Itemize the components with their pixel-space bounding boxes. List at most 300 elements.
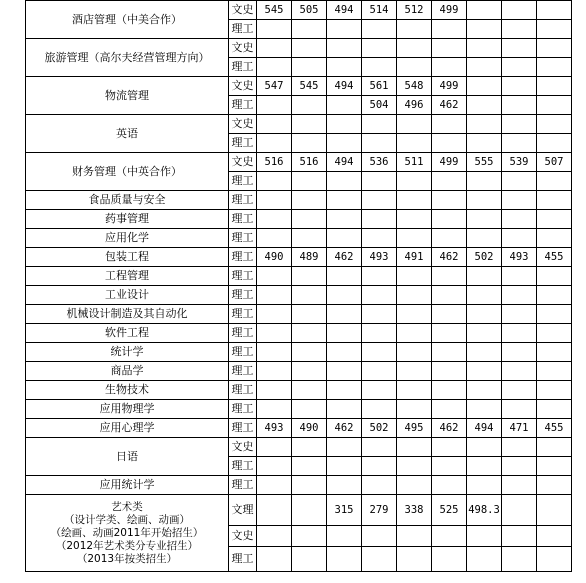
score-cell [467,457,502,476]
score-cell: 490 [257,248,292,267]
score-cell [257,229,292,248]
score-cell [257,438,292,457]
score-cell [397,115,432,134]
score-cell: 547 [257,77,292,96]
score-cell [537,526,572,547]
score-cell [362,476,397,495]
score-cell [432,267,467,286]
major-name: 统计学 [110,345,144,358]
major-name: 工程管理 [105,269,149,282]
score-cell [432,324,467,343]
score-cell [397,39,432,58]
subject-category-cell: 文史 [229,77,257,96]
score-cell [467,115,502,134]
score-cell [362,526,397,547]
score-cell: 338 [397,495,432,526]
score-cell [292,115,327,134]
score-cell [467,20,502,39]
score-cell [362,547,397,572]
score-cell [292,134,327,153]
score-cell [397,381,432,400]
major-name-cell [26,400,229,419]
score-cell [327,115,362,134]
major-name-cell [26,305,229,324]
subject-category-cell: 理工 [229,362,257,381]
score-cell [502,324,537,343]
table-row [26,400,572,419]
score-cell: 502 [467,248,502,267]
score-cell: 494 [327,77,362,96]
score-cell: 539 [502,153,537,172]
table-row [26,229,572,248]
score-cell [502,210,537,229]
major-name-cell [26,419,229,438]
score-cell [432,191,467,210]
subject-category-cell: 理工 [229,96,257,115]
score-cell: 499 [432,77,467,96]
table-row [26,1,572,20]
score-cell [467,58,502,77]
major-name: 日语 [116,449,138,463]
score-cell [257,324,292,343]
score-cell [362,58,397,77]
score-cell [537,438,572,457]
score-cell [327,191,362,210]
score-cell [537,362,572,381]
subject-category-cell: 理工 [229,547,257,572]
score-cell [467,362,502,381]
score-cell [502,267,537,286]
table-row [26,362,572,381]
score-cell [502,305,537,324]
score-cell [292,39,327,58]
score-cell [257,115,292,134]
score-cell [502,20,537,39]
subject-category-cell: 文理 [229,495,257,526]
score-cell [257,267,292,286]
score-cell [502,134,537,153]
score-cell [257,172,292,191]
score-cell [327,210,362,229]
score-cell [467,1,502,20]
score-cell [467,305,502,324]
subject-category-cell: 理工 [229,248,257,267]
score-cell [467,547,502,572]
score-cell [432,229,467,248]
score-cell [362,438,397,457]
major-name: 包装工程 [105,250,149,263]
score-cell [432,457,467,476]
score-cell [502,457,537,476]
score-cell [362,134,397,153]
score-cell [327,362,362,381]
score-cell: 489 [292,248,327,267]
score-cell [362,324,397,343]
score-cell [327,267,362,286]
score-cell [537,305,572,324]
score-cell [537,210,572,229]
score-cell [432,305,467,324]
score-cell [432,476,467,495]
score-cell [257,526,292,547]
score-cell [502,343,537,362]
score-cell [432,526,467,547]
score-cell: 499 [432,153,467,172]
table-row [26,267,572,286]
score-cell [362,115,397,134]
score-cell [257,400,292,419]
score-cell [432,362,467,381]
score-cell [467,134,502,153]
score-cell [292,457,327,476]
score-cell [327,381,362,400]
score-cell [432,134,467,153]
score-cell [397,526,432,547]
major-name: 生物技术 [105,383,149,396]
score-cell [397,286,432,305]
score-cell: 516 [292,153,327,172]
table-row [26,248,572,267]
score-cell [257,20,292,39]
score-cell [327,134,362,153]
major-name: 软件工程 [105,326,149,339]
score-cell [327,343,362,362]
score-cell [362,286,397,305]
table-row [26,115,572,134]
table-row [26,438,572,457]
score-cell [292,526,327,547]
major-name: （设计学类、绘画、动画） [64,513,190,526]
score-cell [257,39,292,58]
major-name: 工业设计 [105,288,149,301]
major-name: 酒店管理（中美合作） [72,12,182,26]
score-cell [327,400,362,419]
score-cell [327,457,362,476]
score-cell [292,286,327,305]
score-cell [327,438,362,457]
score-cell [362,457,397,476]
score-cell [467,39,502,58]
major-name: 机械设计制造及其自动化 [66,307,188,320]
score-cell [467,400,502,419]
major-name-cell [26,476,229,495]
major-name: 商品学 [110,364,144,377]
score-cell [397,457,432,476]
score-cell: 279 [362,495,397,526]
score-cell [362,20,397,39]
table-row [26,210,572,229]
score-cell [502,115,537,134]
score-cell [397,210,432,229]
score-cell [467,324,502,343]
score-cell [292,96,327,115]
subject-category-cell: 文史 [229,39,257,58]
score-cell: 315 [327,495,362,526]
score-cell: 494 [327,153,362,172]
score-cell: 525 [432,495,467,526]
major-name-cell [26,286,229,305]
score-cell [502,547,537,572]
score-cell [292,172,327,191]
score-cell [432,210,467,229]
subject-category-cell: 文史 [229,438,257,457]
subject-category-cell: 理工 [229,191,257,210]
score-cell: 462 [327,419,362,438]
major-name: （2013年按类招生） [76,552,178,565]
major-name-cell [26,495,229,572]
score-cell: 462 [432,96,467,115]
score-cell [432,20,467,39]
score-cell [362,229,397,248]
score-cell: 493 [502,248,537,267]
score-cell [292,381,327,400]
score-table-body [26,1,572,572]
score-cell [292,400,327,419]
major-name: 药事管理 [105,212,149,225]
table-row [26,419,572,438]
score-cell [537,324,572,343]
score-cell: 499 [432,1,467,20]
table-row [26,324,572,343]
score-cell [432,58,467,77]
score-cell [362,267,397,286]
score-cell [502,476,537,495]
score-cell [537,39,572,58]
score-cell [537,1,572,20]
score-cell [502,362,537,381]
major-name: 财务管理（中英合作） [72,164,182,178]
major-name: 应用化学 [105,231,149,244]
score-cell [257,96,292,115]
score-cell [397,400,432,419]
score-cell [537,134,572,153]
table-row [26,476,572,495]
score-cell [397,438,432,457]
score-cell: 548 [397,77,432,96]
score-cell [292,438,327,457]
score-cell [467,526,502,547]
score-cell [467,438,502,457]
score-cell [537,267,572,286]
score-cell [327,526,362,547]
subject-category-cell: 理工 [229,172,257,191]
table-row [26,495,572,526]
table-row [26,191,572,210]
score-cell [257,495,292,526]
score-cell [537,495,572,526]
score-cell [537,343,572,362]
score-cell [327,20,362,39]
score-cell [292,495,327,526]
score-cell: 490 [292,419,327,438]
major-name-cell [26,381,229,400]
score-cell [537,400,572,419]
major-name: （绘画、动画2011年开始招生） [50,526,204,539]
subject-category-cell: 理工 [229,229,257,248]
score-cell [397,476,432,495]
score-cell [502,526,537,547]
major-name-cell [26,362,229,381]
score-cell [502,191,537,210]
score-cell [537,96,572,115]
score-cell [292,343,327,362]
major-name: 食品质量与安全 [88,193,166,206]
score-cell [257,547,292,572]
major-name: 物流管理 [105,88,149,102]
score-cell [502,400,537,419]
score-cell: 491 [397,248,432,267]
subject-category-cell: 文史 [229,526,257,547]
score-cell [292,547,327,572]
score-cell [432,438,467,457]
score-cell [467,381,502,400]
score-cell [432,39,467,58]
major-name-cell [26,343,229,362]
subject-category-cell: 理工 [229,286,257,305]
major-name-cell [26,153,229,191]
major-name-cell [26,438,229,476]
score-cell [397,134,432,153]
score-cell [292,267,327,286]
major-name-cell [26,210,229,229]
score-cell [537,229,572,248]
score-cell [537,286,572,305]
score-cell [327,96,362,115]
score-cell: 462 [432,248,467,267]
score-cell [327,324,362,343]
major-name-cell [26,77,229,115]
score-cell [292,229,327,248]
score-cell: 494 [327,1,362,20]
subject-category-cell: 理工 [229,134,257,153]
score-cell: 462 [327,248,362,267]
score-cell: 493 [257,419,292,438]
table-row [26,343,572,362]
score-cell [467,229,502,248]
score-cell [292,20,327,39]
score-cell [257,362,292,381]
score-cell [292,191,327,210]
score-cell [362,381,397,400]
score-cell [537,381,572,400]
score-cell: 536 [362,153,397,172]
score-cell [502,39,537,58]
score-cell [502,172,537,191]
score-cell [362,172,397,191]
table-row [26,77,572,96]
score-cell [537,77,572,96]
score-cell [432,286,467,305]
score-cell [327,476,362,495]
score-cell [397,343,432,362]
score-cell [362,400,397,419]
score-cell [397,547,432,572]
score-cell: 561 [362,77,397,96]
score-cell [327,39,362,58]
subject-category-cell: 理工 [229,381,257,400]
score-cell [502,1,537,20]
score-cell [502,286,537,305]
score-cell [257,58,292,77]
score-cell [292,58,327,77]
major-name-cell [26,39,229,77]
subject-category-cell: 文史 [229,1,257,20]
score-cell [257,476,292,495]
score-cell [257,191,292,210]
score-cell [327,58,362,77]
score-cell: 502 [362,419,397,438]
score-cell [257,381,292,400]
score-cell [467,172,502,191]
score-cell [467,96,502,115]
score-cell [432,381,467,400]
score-cell [397,362,432,381]
score-cell [257,210,292,229]
table-row [26,286,572,305]
score-cell [432,172,467,191]
score-cell: 494 [467,419,502,438]
score-cell [327,286,362,305]
score-cell [502,96,537,115]
score-cell [467,77,502,96]
score-cell [397,172,432,191]
score-cell [432,115,467,134]
score-cell [537,172,572,191]
major-name-cell [26,115,229,153]
score-cell [362,362,397,381]
major-name: 旅游管理（高尔夫经营管理方向） [44,50,210,64]
major-name: 艺术类 [111,500,143,513]
subject-category-cell: 理工 [229,419,257,438]
score-cell [432,400,467,419]
score-cell [257,305,292,324]
major-name: 应用心理学 [99,421,155,434]
score-cell [502,381,537,400]
subject-category-cell: 理工 [229,267,257,286]
score-cell [502,495,537,526]
score-cell [432,547,467,572]
score-cell [467,267,502,286]
score-cell: 555 [467,153,502,172]
score-cell [537,547,572,572]
score-cell: 493 [362,248,397,267]
major-name-cell [26,267,229,286]
score-cell [292,324,327,343]
score-cell [502,229,537,248]
score-cell [397,305,432,324]
score-cell [397,191,432,210]
score-cell [502,438,537,457]
score-cell: 507 [537,153,572,172]
score-cell [537,58,572,77]
score-cell [292,362,327,381]
major-name: （2012年艺术类分专业招生） [55,539,199,552]
table-row [26,381,572,400]
score-cell [362,343,397,362]
major-name-cell [26,191,229,210]
subject-category-cell: 理工 [229,476,257,495]
score-cell [397,229,432,248]
score-cell [467,343,502,362]
score-cell [362,210,397,229]
score-cell [502,58,537,77]
major-name-cell [26,324,229,343]
table-row [26,305,572,324]
score-cell [537,115,572,134]
score-cell: 545 [257,1,292,20]
subject-category-cell: 理工 [229,400,257,419]
subject-category-cell: 理工 [229,20,257,39]
